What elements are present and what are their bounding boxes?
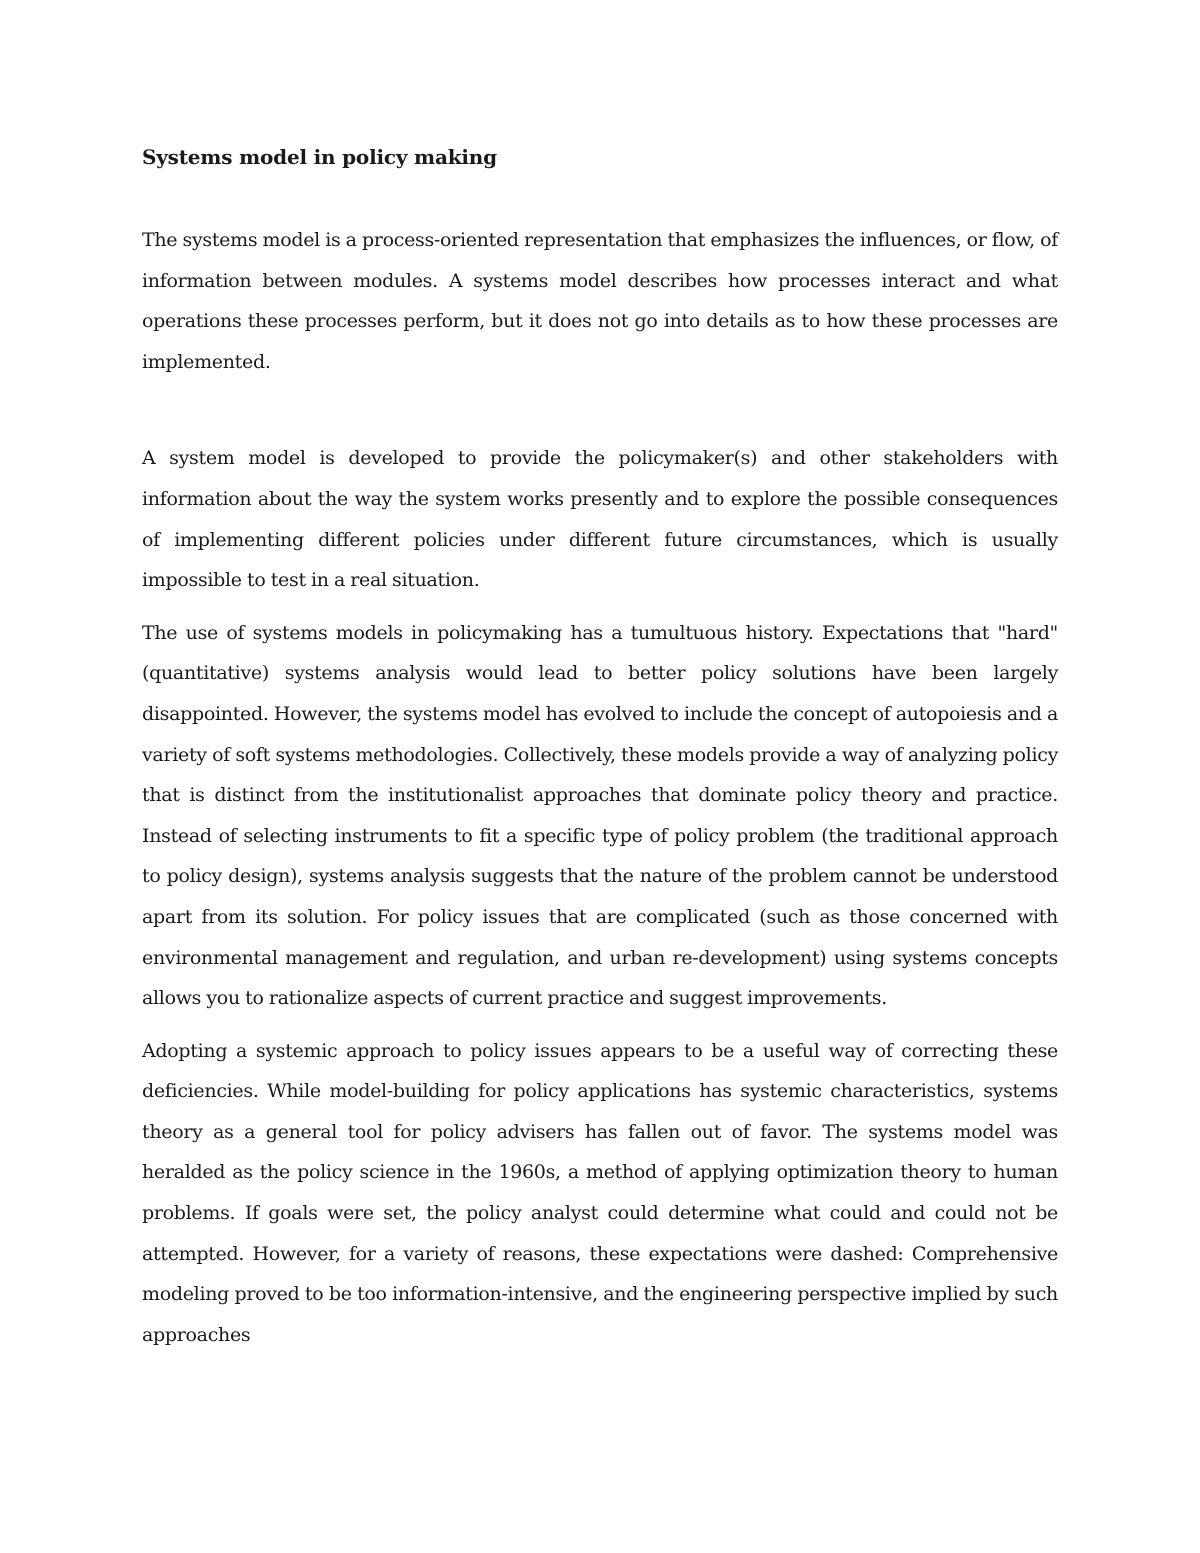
document-body	[142, 140, 1058, 1355]
paragraph-1: The systems model is a process-oriented representation that emphasizes the influences, or flow, of information between modules. A systems model describes how processes interact and what operations these processes perform, but it does not go into details as to how these processes are implemented.	[142, 229, 1058, 373]
document-title: Systems model in policy making	[142, 145, 497, 169]
paragraph-2: A system model is developed to provide the policymaker(s) and other stakeholders with information about the way the system works presently and to explore the possible consequences of implementing different policies under different future circumstances, which is usually impossible to test in a real situation.	[142, 447, 1058, 592]
paragraph-3: The use of systems models in policymaking has a tumultuous history. Expectations that "hard" (quantitative) systems analysis would lead to better policy solutions have been largely disappointed. However, the systems model has evolved to include the concept of autopoiesis and a variety of soft systems methodologies. Collectively, these models provide a way of analyzing policy that is distinct from the institutionalist approaches that dominate policy theory and practice. Instead of selecting instruments to fit a specific type of policy problem (the traditional approach to policy design), systems analysis suggests that the nature of the problem cannot be understood apart from its solution. For policy issues that are complicated (such as those concerned with environmental management and regulation, and urban re-development) using systems concepts allows you to rationalize aspects of current practice and suggest improvements.	[142, 621, 1058, 1010]
paragraph-4: Adopting a systemic approach to policy issues appears to be a useful way of correcting these deficiencies. While model-building for policy applications has systemic characteristics, systems theory as a general tool for policy advisers has fallen out of favor. The systems model was heralded as the policy science in the 1960s, a method of applying optimization theory to human problems. If goals were set, the policy analyst could determine what could and could not be attempted. However, for a variety of reasons, these expectations were dashed: Comprehensive modeling proved to be too information-intensive, and the engineering perspective implied by such approaches	[142, 1039, 1058, 1346]
